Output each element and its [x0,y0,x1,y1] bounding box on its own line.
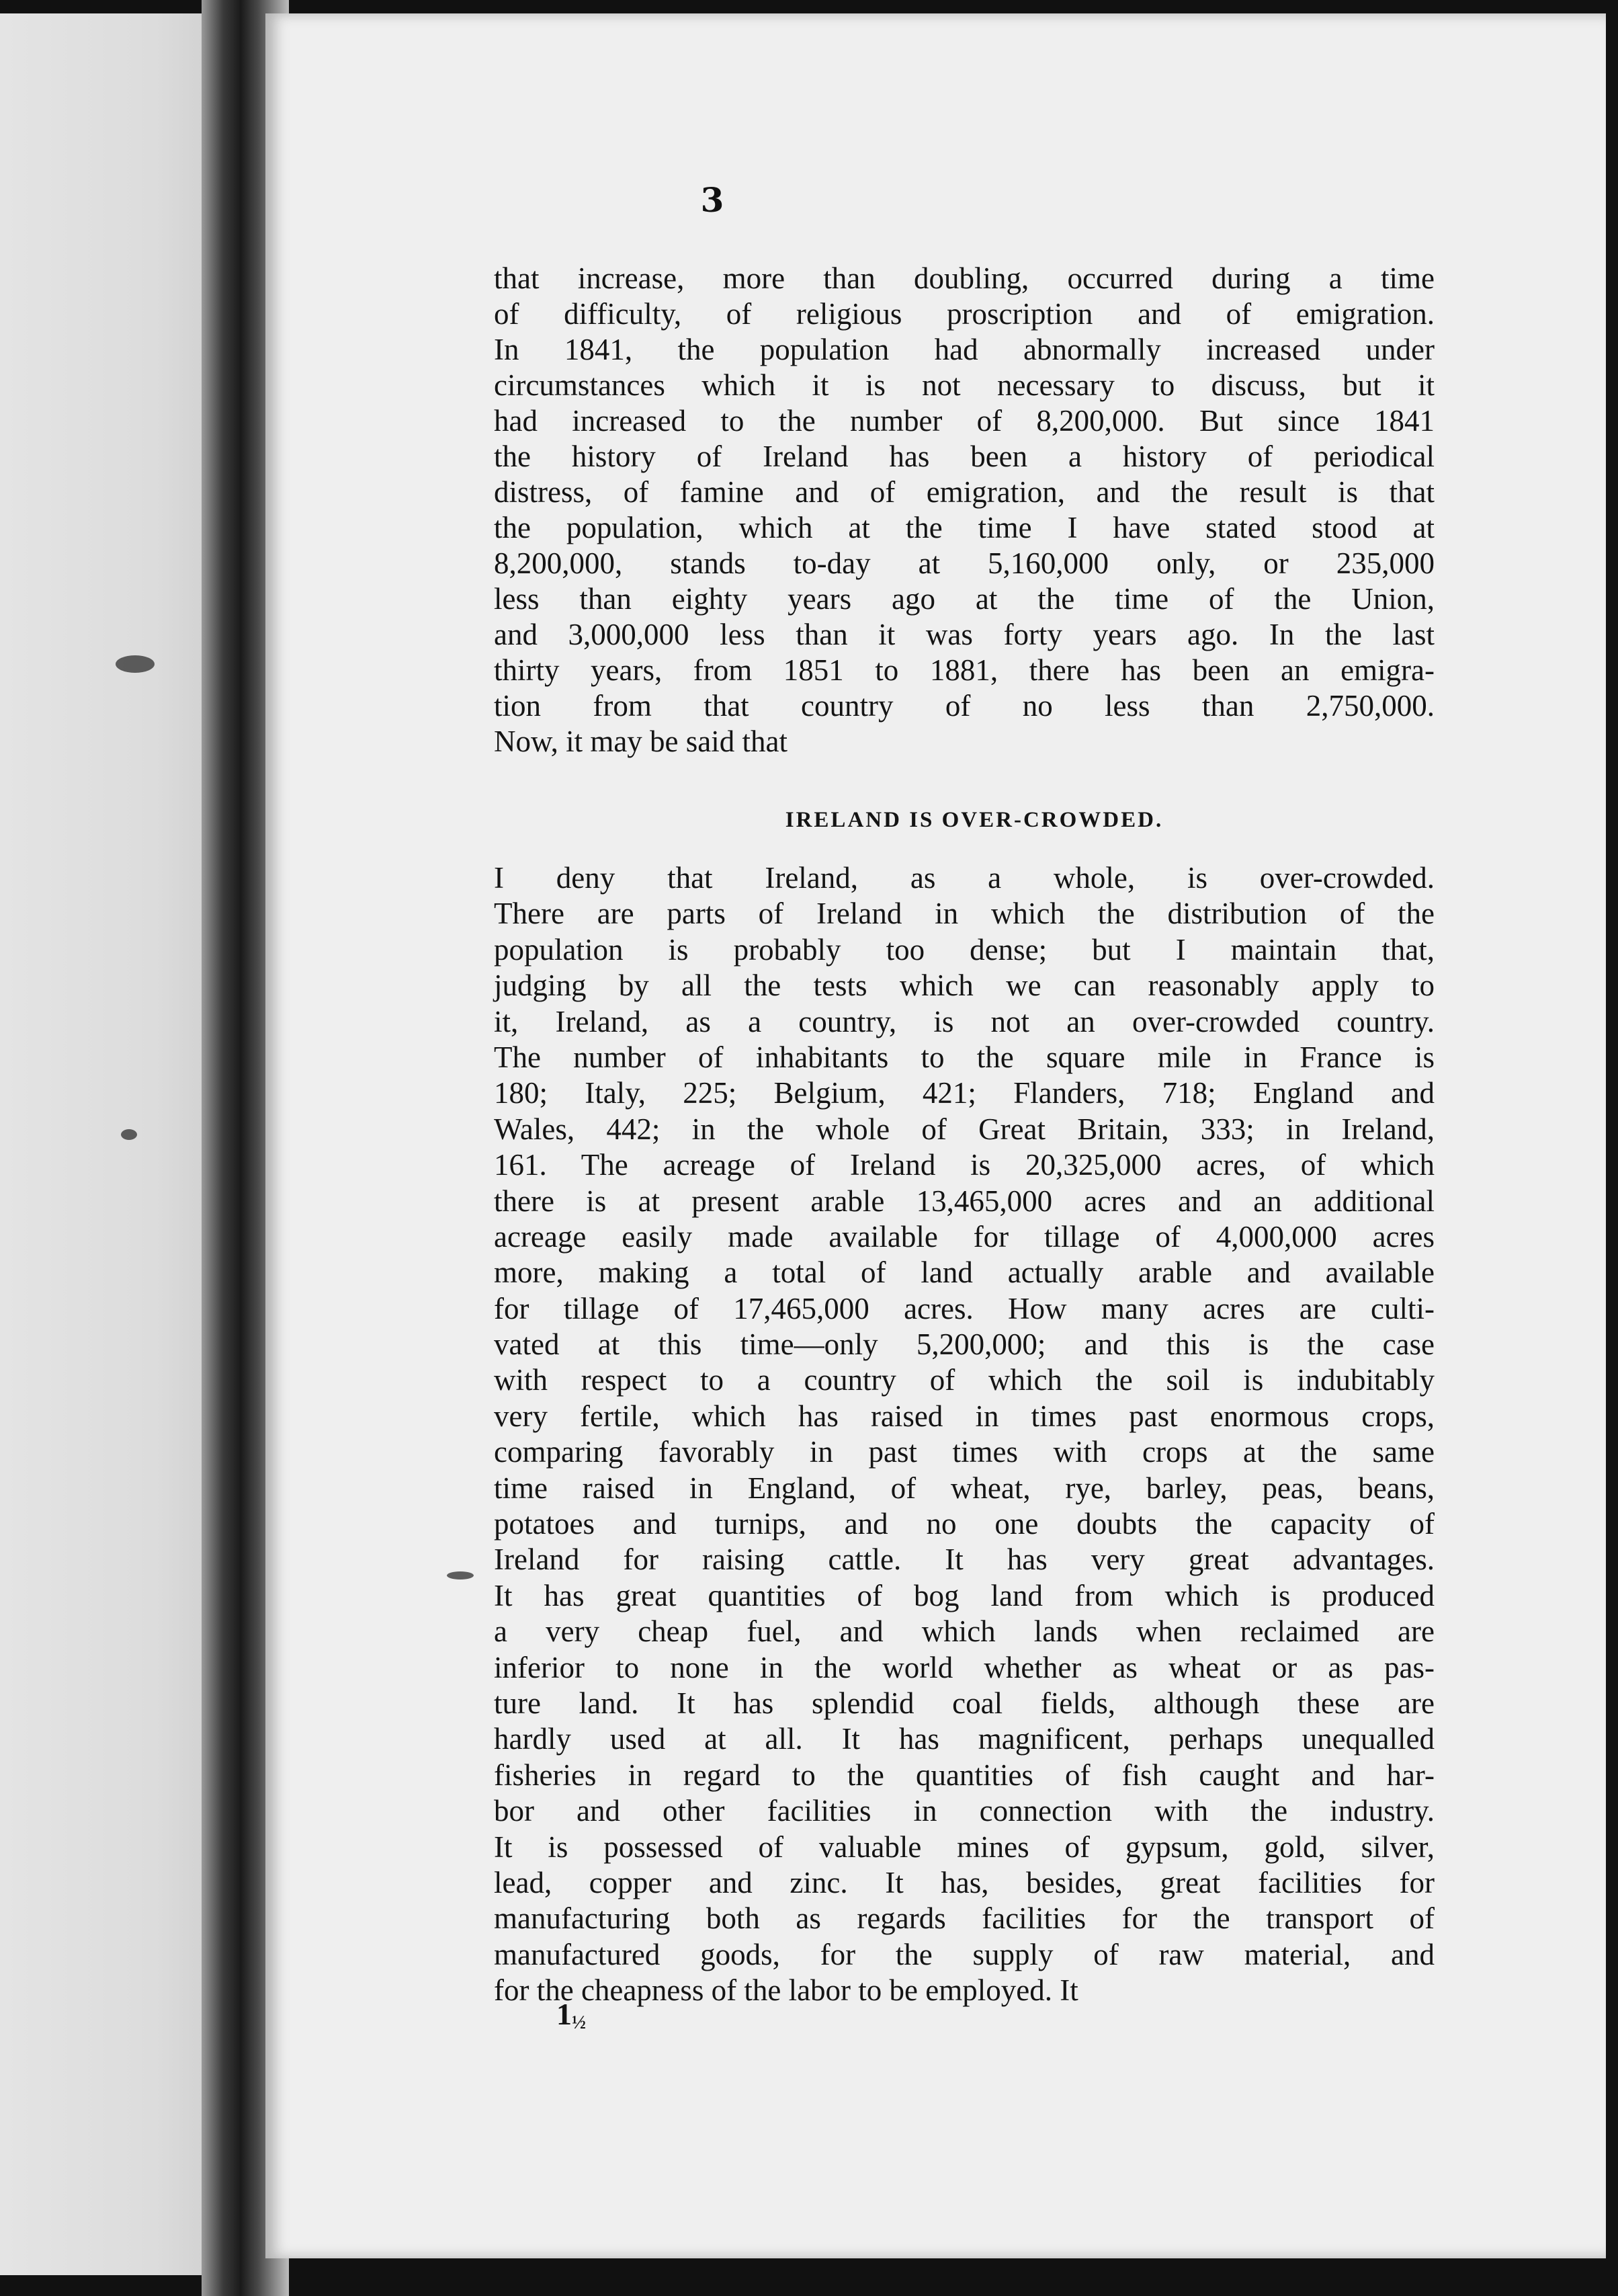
paragraph-one [494,261,1435,760]
text-line: I deny that Ireland, as a whole, is over-crowded. [494,861,1435,895]
text-line: 180; Italy, 225; Belgium, 421; Flanders, 718; England and [494,1076,1435,1110]
text-line: Now, it may be said that [494,725,787,758]
text-line: There are parts of Ireland in which the distribution of the [494,897,1435,931]
page-number: 3 [700,180,724,220]
section-heading: IRELAND IS OVER-CROWDED. [785,808,1164,832]
text-line: It is possessed of valuable mines of gypsum, gold, silver, [494,1830,1435,1864]
text-line: comparing favorably in past times with crops at the same [494,1435,1435,1469]
text-line: had increased to the number of 8,200,000. But since 1841 [494,404,1435,438]
text-line: of difficulty, of religious proscription and of emigration. [494,297,1435,331]
text-line: ture land. It has splendid coal fields, although these are [494,1686,1435,1720]
signature-fraction: ½ [572,2012,586,2033]
text-line: circumstances which it is not necessary to discuss, but it [494,368,1435,402]
text-line: distress, of famine and of emigration, and the result is that [494,475,1435,509]
ink-smudge [121,1129,137,1140]
text-line: acreage easily made available for tillage of 4,000,000 acres [494,1219,1435,1254]
printer-signature-mark [556,1996,586,2034]
text-line: Ireland for raising cattle. It has very great advantages. [494,1543,1435,1577]
text-line: hardly used at all. It has magnificent, perhaps unequalled [494,1722,1435,1756]
text-line: the history of Ireland has been a history of periodical [494,440,1435,473]
text-line: more, making a total of land actually arable and available [494,1256,1435,1290]
text-line: The number of inhabitants to the square mile in France is [494,1040,1435,1074]
text-line: less than eighty years ago at the time of the Union, [494,582,1435,616]
text-line: thirty years, from 1851 to 1881, there has been an emigra- [494,653,1435,687]
text-line: potatoes and turnips, and no one doubts the capacity of [494,1507,1435,1541]
text-line: time raised in England, of wheat, rye, barley, peas, beans, [494,1471,1435,1505]
text-line: In 1841, the population had abnormally increased under [494,333,1435,366]
signature-number: 1 [556,1997,572,2031]
text-line: tion from that country of no less than 2,750,000. [494,689,1435,723]
text-line: with respect to a country of which the soil is indubitably [494,1363,1435,1397]
text-line: there is at present arable 13,465,000 acres and an additional [494,1184,1435,1218]
previous-page-edge [0,13,222,2275]
text-line: very fertile, which has raised in times past enormous crops, [494,1399,1435,1433]
ink-smudge [447,1571,474,1580]
text-line: 161. The acreage of Ireland is 20,325,000 acres, of which [494,1148,1435,1182]
text-line: and 3,000,000 less than it was forty years ago. In the last [494,618,1435,651]
text-line: for tillage of 17,465,000 acres. How many acres are culti- [494,1291,1435,1325]
text-line: a very cheap fuel, and which lands when reclaimed are [494,1614,1435,1649]
text-line: it, Ireland, as a country, is not an over-crowded country. [494,1004,1435,1038]
text-line: Wales, 442; in the whole of Great Britain, 333; in Ireland, [494,1112,1435,1146]
text-line: lead, copper and zinc. It has, besides, great facilities for [494,1865,1435,1899]
text-line: It has great quantities of bog land from which is produced [494,1578,1435,1612]
text-line: bor and other facilities in connection with the industry. [494,1794,1435,1828]
text-line: vated at this time—only 5,200,000; and this is the case [494,1327,1435,1362]
text-line: fisheries in regard to the quantities of fish caught and har- [494,1758,1435,1792]
text-line: inferior to none in the world whether as wheat or as pas- [494,1650,1435,1684]
text-line: 8,200,000, stands to-day at 5,160,000 only, or 235,000 [494,546,1435,580]
text-line: manufacturing both as regards facilities for the transport of [494,1901,1435,1936]
ink-smudge [116,655,155,673]
text-line: the population, which at the time I have stated stood at [494,511,1435,544]
text-line: that increase, more than doubling, occurred during a time [494,261,1435,295]
paragraph-two [494,860,1435,2009]
text-line: population is probably too dense; but I maintain that, [494,932,1435,967]
text-line: for the cheapness of the labor to be employed. It [494,1973,1078,2008]
text-line: manufactured goods, for the supply of raw material, and [494,1937,1435,1971]
text-line: judging by all the tests which we can reasonably apply to [494,969,1435,1003]
